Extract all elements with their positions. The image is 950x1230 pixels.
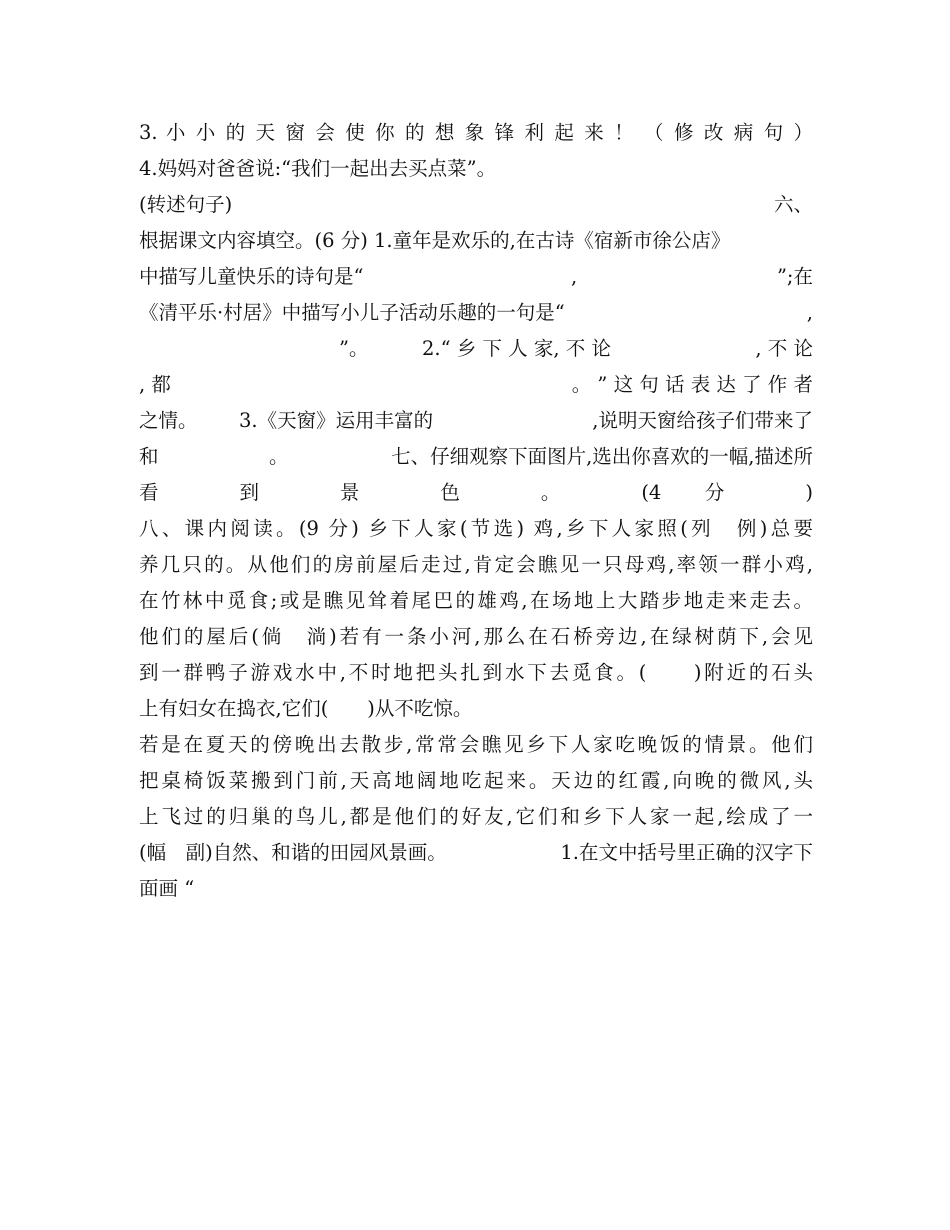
section-7-continued: 看 到 景 色 。 (4 分 ) xyxy=(139,481,813,504)
passage-line: (幅 副)自然、和谐的田园风景画。 xyxy=(139,841,447,864)
fill-blank-text: 2.“ 乡 下 人 家, 不 论 xyxy=(422,337,611,360)
passage-line: 到一群鸭子游戏水中,不时地把头扎到水下去觅食。( )附近的石头 xyxy=(139,661,813,684)
passage-line: 他们的屋后(倘 淌)若有一条小河,那么在石桥旁边,在绿树荫下,会见 xyxy=(139,625,813,648)
fill-blank-village xyxy=(139,331,813,367)
fill-blank-text: ,说明天窗给孩子们带来了 xyxy=(592,409,813,432)
section-6-heading-line: 根据课文内容填空。(6 分) 1.童年是欢乐的,在古诗《宿新市徐公店》 xyxy=(139,229,731,252)
fill-blank-text: , 不 论 xyxy=(755,337,813,360)
fill-blank-text: 中描写儿童快乐的诗句是“ xyxy=(139,265,364,288)
passage-line: 若是在夏天的傍晚出去散步,常常会瞧见乡下人家吃晚饭的情景。他们 xyxy=(139,733,813,756)
passage-line: 上飞过的归巢的鸟儿,都是他们的好友,它们和乡下人家一起,绘成了一 xyxy=(139,805,813,828)
fill-blank-text: 。 ” 这 句 话 表 达 了 作 者 xyxy=(571,373,813,396)
blank-comma: , xyxy=(806,301,813,324)
question-1-prompt: 1.在文中括号里正确的汉字下 xyxy=(560,841,813,864)
fill-blank-text: ”;在 xyxy=(776,265,813,288)
fill-blank-poem-1 xyxy=(139,259,813,295)
section-6-number: 六、 xyxy=(773,193,813,216)
passage-line: 上有妇女在捣衣,它们( )从不吃惊。 xyxy=(139,697,473,720)
fill-blank-text: 之情。 xyxy=(139,409,198,432)
fill-blank-text: ”。 xyxy=(339,337,369,360)
question-3-line: 3. 小 小 的 天 窗 会 使 你 的 想 象 锋 利 起 来 ！ （ 修 改 病 句 ） xyxy=(139,121,813,144)
passage-line: 养几只的。从他们的房前屋后走过,肯定会瞧见一只母鸡,率领一群小鸡, xyxy=(139,553,813,576)
fill-blank-poem-2 xyxy=(139,295,813,331)
question-1-continued: 面画 “ xyxy=(139,877,195,900)
fill-blank-village-2 xyxy=(139,367,813,403)
fill-blank-text: 《清平乐·村居》中描写小儿子活动乐趣的一句是“ xyxy=(139,301,565,324)
fill-blank-text: 3.《天窗》运用丰富的 xyxy=(239,409,434,432)
fill-blank-text: , 都 xyxy=(139,373,171,396)
passage-last-line xyxy=(139,835,813,871)
passage-line: 在竹林中觅食;或是瞧见耸着尾巴的雄鸡,在场地上大踏步地走来走去。 xyxy=(139,589,813,612)
section-7-line xyxy=(139,439,813,475)
blank-comma: , xyxy=(571,265,578,288)
fill-blank-text: 和 xyxy=(139,445,159,468)
section-8-heading-line: 八、课内阅读。(9 分) 乡下人家(节选) 鸡,乡下人家照(列 例)总要 xyxy=(139,517,813,540)
rewrite-instruction: (转述句子) xyxy=(139,193,233,216)
fill-blank-text: 。 xyxy=(269,445,289,468)
rewrite-instruction-line xyxy=(139,187,813,223)
section-7-heading: 七、仔细观察下面图片,选出你喜欢的一幅,描述所 xyxy=(391,445,813,468)
question-4-line: 4.妈妈对爸爸说:“我们一起出去买点菜”。 xyxy=(139,157,497,180)
passage-line: 把桌椅饭菜搬到门前,天高地阔地吃起来。天边的红霞,向晚的微风,头 xyxy=(139,769,813,792)
fill-blank-skylight xyxy=(139,403,813,439)
